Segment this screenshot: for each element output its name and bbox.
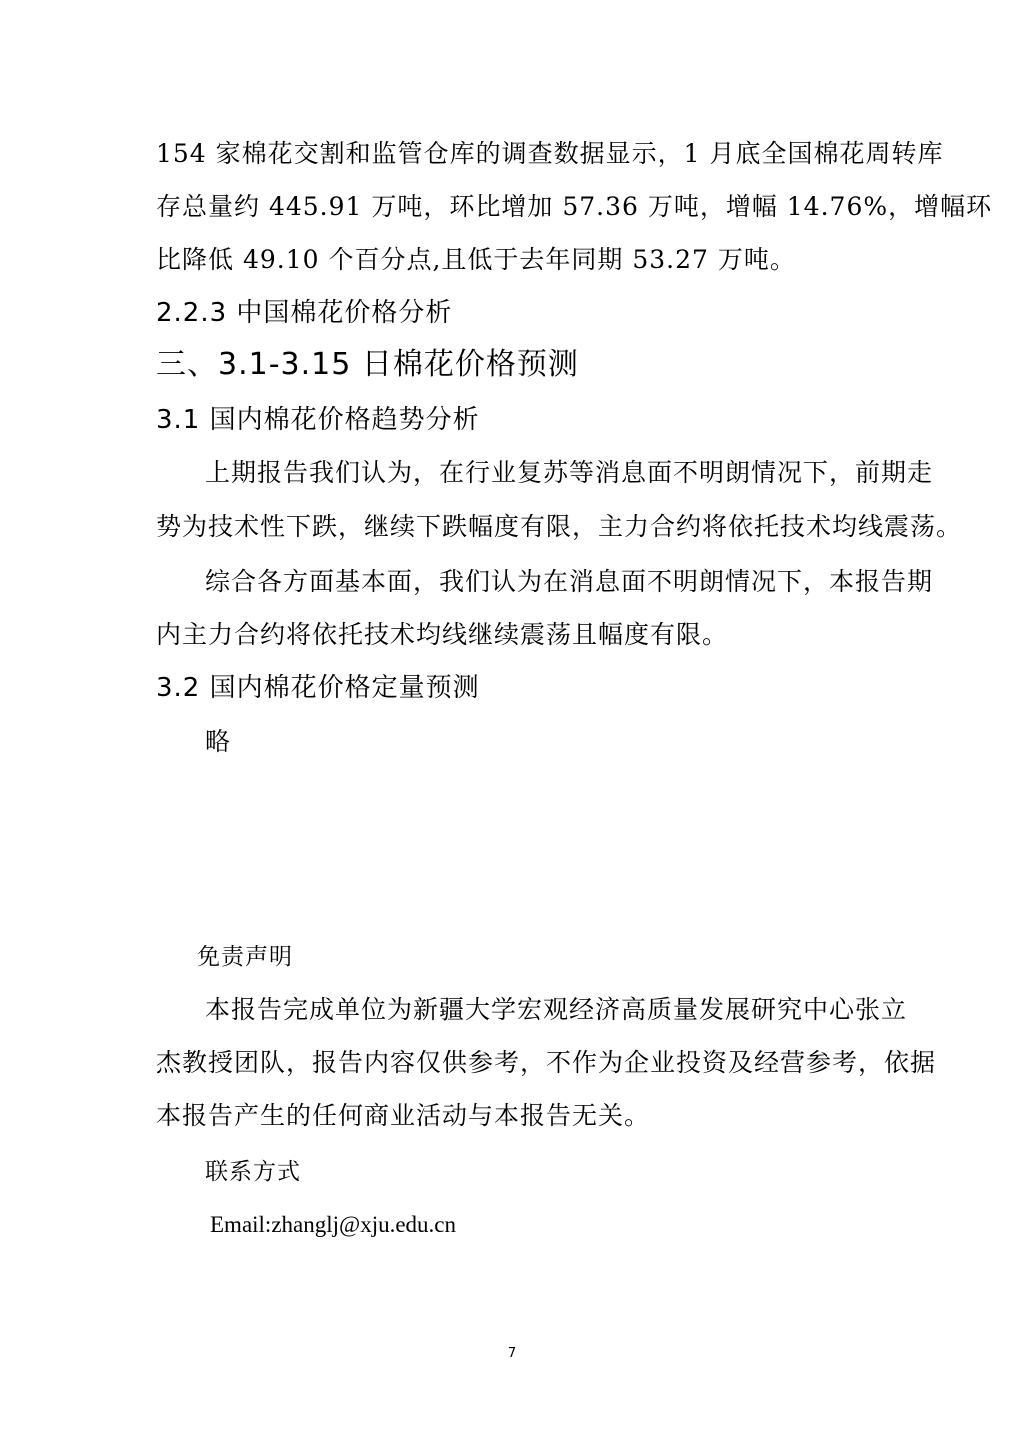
contact-title: 联系方式 (205, 1159, 301, 1185)
disclaimer-line-3: 本报告产生的任何商业活动与本报告无关。 (156, 1101, 651, 1130)
paragraph-3-1-b-line-1: 综合各方面基本面，我们认为在消息面不明朗情况下，本报告期 (205, 567, 934, 596)
omitted-text: 略 (205, 727, 232, 756)
contact-email[interactable]: Email:zhanglj@xju.edu.cn (210, 1212, 457, 1237)
paragraph-3-1-b-line-2: 内主力合约将依托技术均线继续震荡且幅度有限。 (156, 620, 729, 649)
section-heading-3-2: 3.2 国内棉花价格定量预测 (156, 673, 480, 703)
disclaimer-line-1: 本报告完成单位为新疆大学宏观经济高质量发展研究中心张立 (205, 995, 908, 1024)
disclaimer-title: 免责声明 (197, 944, 293, 970)
page-number: 7 (507, 1346, 517, 1361)
disclaimer-line-2: 杰教授团队，报告内容仅供参考，不作为企业投资及经营参考，依据 (156, 1048, 937, 1077)
section-heading-2-2-3: 2.2.3 中国棉花价格分析 (156, 298, 453, 328)
body-line-2: 存总量约 445.91 万吨，环比增加 57.36 万吨，增幅 14.76%，增幅环 (156, 192, 993, 221)
section-heading-3: 三、3.1-3.15 日棉花价格预测 (156, 347, 579, 382)
paragraph-3-1-a-line-1: 上期报告我们认为，在行业复苏等消息面不明朗情况下，前期走 (205, 458, 934, 487)
paragraph-3-1-a-line-2: 势为技术性下跌，继续下跌幅度有限，主力合约将依托技术均线震荡。 (156, 512, 963, 541)
body-line-3: 比降低 49.10 个百分点,且低于去年同期 53.27 万吨。 (156, 245, 796, 274)
body-line-1: 154 家棉花交割和监管仓库的调查数据显示，1 月底全国棉花周转库 (156, 139, 944, 168)
section-heading-3-1: 3.1 国内棉花价格趋势分析 (156, 405, 480, 435)
